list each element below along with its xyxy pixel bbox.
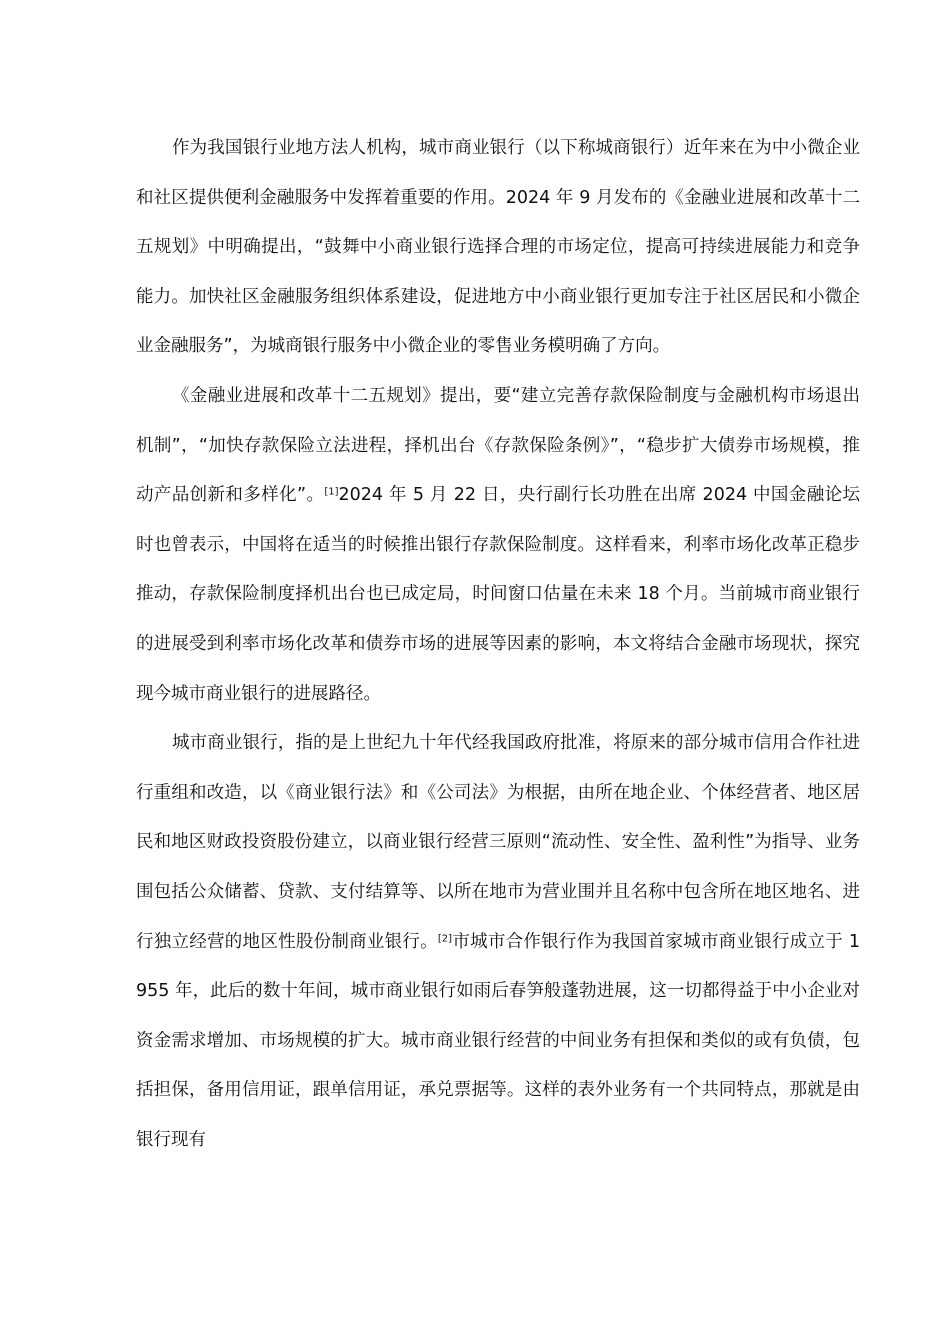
paragraph-text: 作为我国银行业地方法人机构，城市商业银行（以下称城商银行）近年来在为中小微企业和社区提供便利金融服务中发挥着重要的作用。2024 年 9 月发布的《金融业进展和改革十二五规划》中明确提出，“鼓舞中小商业银行选择合理的市场定位，提高可持续进展能力和竞争能力。加快社区金融服务组织体系建设，促进地方中小商业银行更加专注于社区居民和小微企业金融服务”，为城商银行服务中小微企业的零售业务模明确了方向。 <box>136 138 860 357</box>
document-body <box>136 124 860 1165</box>
citation-ref: [1] <box>324 486 339 498</box>
paragraph-text: 城市商业银行，指的是上世纪九十年代经我国政府批准，将原来的部分城市信用合作社进行重组和改造，以《商业银行法》和《公司法》为根据，由所在地企业、个体经营者、地区居民和地区财政投资股份建立，以商业银行经营三原则“流动性、安全性、盈利性”为指导、业务围包括公众储蓄、贷款、支付结算等、以所在地市为营业围并且名称中包含所在地区地名、进行独立经营的地区性股份制商业银行。 <box>136 733 860 952</box>
paragraph-text: 市城市合作银行作为我国首家城市商业银行成立于 1955 年，此后的数十年间，城市商业银行如雨后春笋般蓬勃进展，这一切都得益于中小企业对资金需求增加、市场规模的扩大。城市商业银行经营的中间业务有担保和类似的或有负债，包括担保，备用信用证，跟单信用证，承兑票据等。这样的表外业务有一个共同特点，那就是由银行现有 <box>136 931 860 1150</box>
paragraph-text: 2024 年 5 月 22 日，央行副行长功胜在出席 2024 中国金融论坛时也曾表示，中国将在适当的时候推出银行存款保险制度。这样看来，利率市场化改革正稳步推动，存款保险制度择机出台也已成定局，时间窗口估量在未来 18 个月。当前城市商业银行的进展受到利率市场化改革和债券市场的进展等因素的影响，本文将结合金融市场现状，探究现今城市商业银行的进展路径。 <box>136 485 860 704</box>
paragraph-3 <box>136 719 860 1165</box>
paragraph-1 <box>136 124 860 372</box>
paragraph-2 <box>136 372 860 719</box>
citation-ref: [2] <box>437 933 453 944</box>
paragraph-text: 《金融业进展和改革十二五规划》提出，要“建立完善存款保险制度与金融机构市场退出机制”，“加快存款保险立法进程，择机出台《存款保险条例》”，“稳步扩大债券市场规模，推动产品创新和多样化”。 <box>136 385 860 506</box>
